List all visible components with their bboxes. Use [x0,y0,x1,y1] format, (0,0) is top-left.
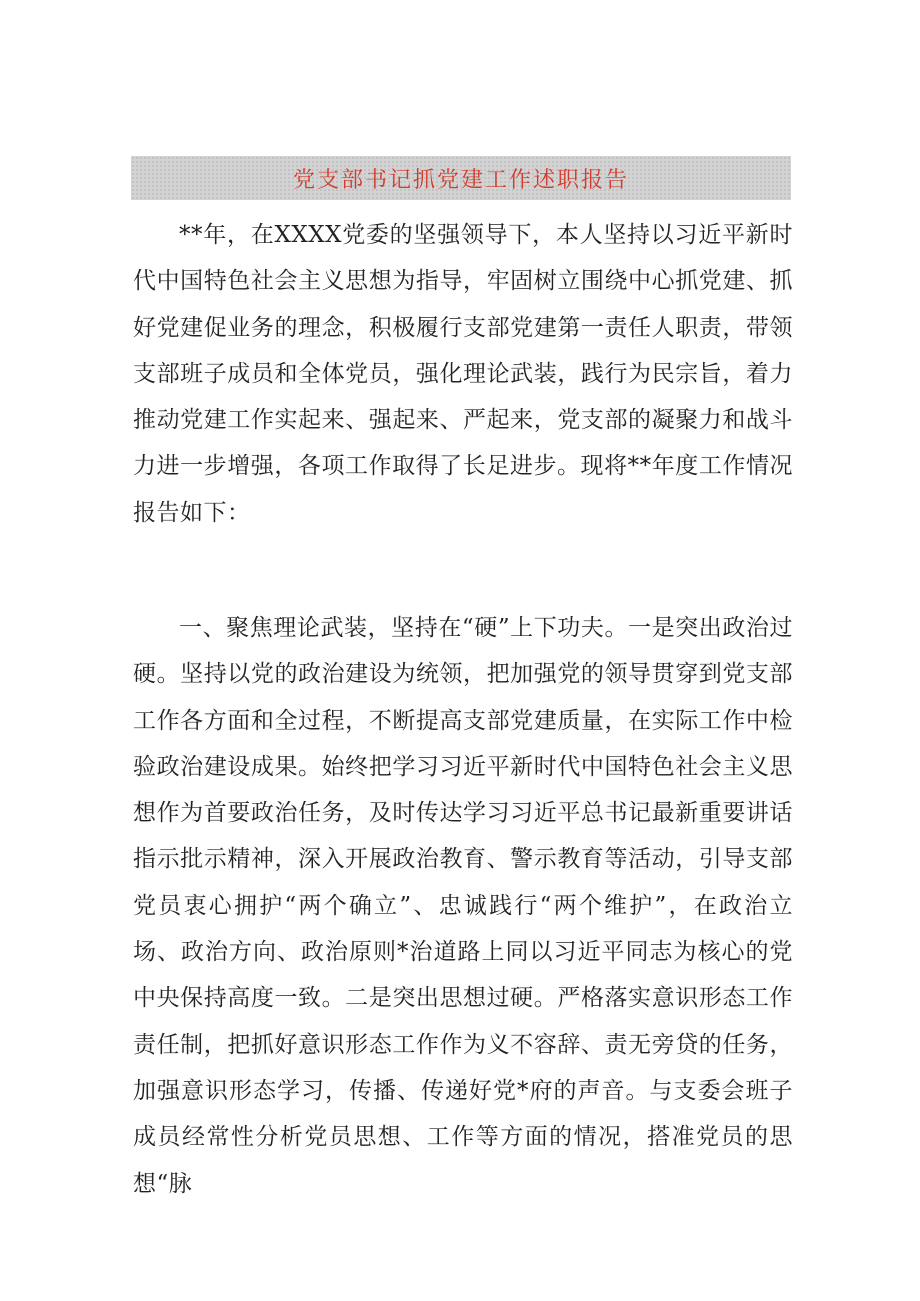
document-title: 党支部书记抓党建工作述职报告 [292,167,629,193]
title-banner [131,156,791,200]
section-one-paragraph: 一、聚焦理论武装，坚持在“硬”上下功夫。一是突出政治过硬。坚持以党的政治建设为统领，把加强党的领导贯穿到党支部工作各方面和全过程，不断提高支部党建质量，在实际工作中检验政治建设成果。始终把学习习近平新时代中国特色社会主义思想作为首要政治任务，及时传达学习习近平总书记最新重要讲话指示批示精神，深入开展政治教育、警示教育等活动，引导支部党员衷心拥护“两个确立”、忠诚践行“两个维护”，在政治立场、政治方向、政治原则*治道路上同以习近平同志为核心的党中央保持高度一致。二是突出思想过硬。严格落实意识形态工作责任制，把抓好意识形态工作作为义不容辞、责无旁贷的任务，加强意识形态学习，传播、传递好党*府的声音。与支委会班子成员经常性分析党员思想、工作等方面的情况，搭准党员的思想“脉 [133,615,793,1197]
intro-paragraph: **年，在XXXX党委的坚强领导下，本人坚持以习近平新时代中国特色社会主义思想为指导，牢固树立围绕中心抓党建、抓好党建促业务的理念，积极履行支部党建第一责任人职责，带领支部班子成员和全体党员，强化理论武装，践行为民宗旨，着力推动党建工作实起来、强起来、严起来，党支部的凝聚力和战斗力进一步增强，各项工作取得了长足进步。现将**年度工作情况报告如下： [133,222,793,526]
